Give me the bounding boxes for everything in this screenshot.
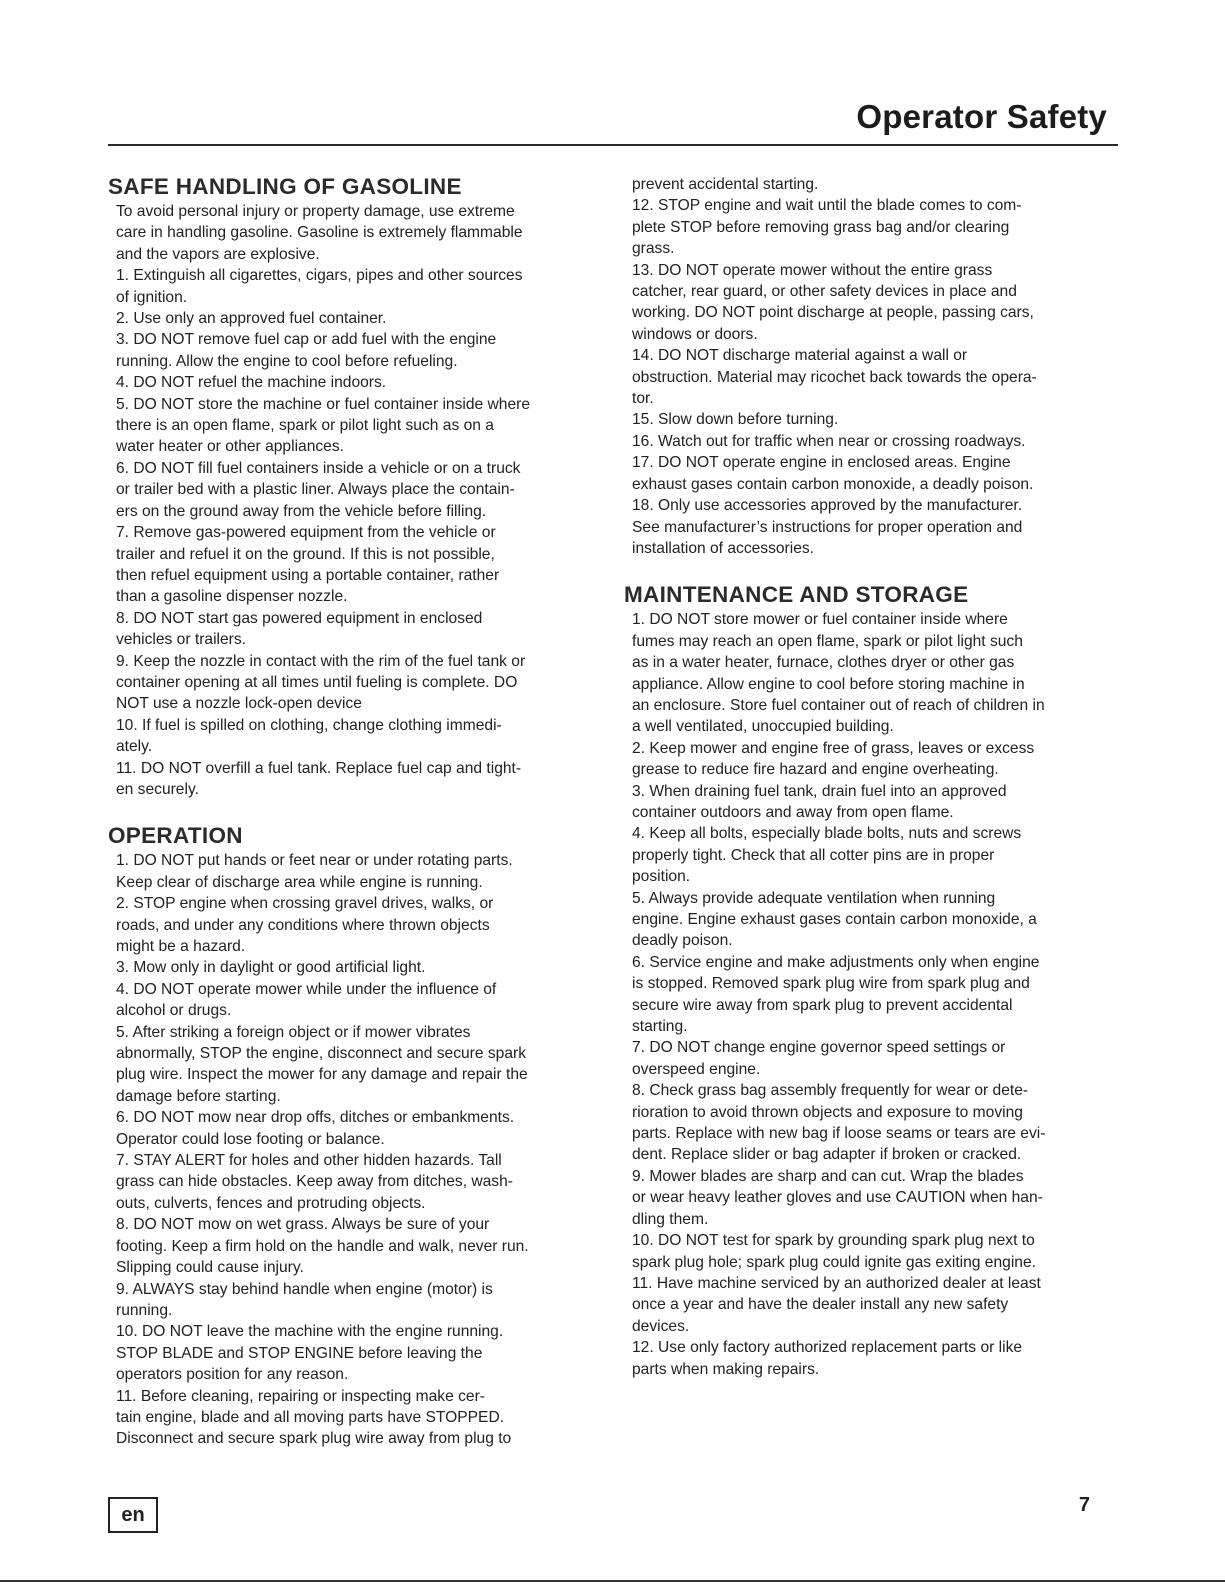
text-line: running. bbox=[116, 1301, 173, 1319]
text-line: 1. Extinguish all cigarettes, cigars, pipes and other sources bbox=[116, 267, 523, 285]
text-line: windows or doors. bbox=[632, 325, 758, 343]
text-line: once a year and have the dealer install any new safety bbox=[632, 1296, 1009, 1314]
text-line: 14. DO NOT discharge material against a wall or bbox=[632, 347, 968, 365]
text-line: 17. DO NOT operate engine in enclosed areas. Engine bbox=[632, 454, 1011, 472]
text-line: prevent accidental starting. bbox=[632, 176, 819, 193]
text-line: starting. bbox=[632, 1018, 688, 1036]
right-column bbox=[624, 173, 1114, 1380]
text-line: 13. DO NOT operate mower without the entire grass bbox=[632, 261, 993, 279]
text-line: operators position for any reason. bbox=[116, 1366, 349, 1384]
text-line: 2. Use only an approved fuel container. bbox=[116, 310, 387, 328]
text-line: running. Allow the engine to cool before refueling. bbox=[116, 352, 458, 370]
text-line: and the vapors are explosive. bbox=[116, 245, 320, 263]
text-line: than a gasoline dispenser nozzle. bbox=[116, 588, 348, 606]
text-line: properly tight. Check that all cotter pins are in proper bbox=[632, 846, 995, 864]
text-line: 12. STOP engine and wait until the blade comes to com- bbox=[632, 197, 1022, 215]
text-line: 7. DO NOT change engine governor speed settings or bbox=[632, 1039, 1006, 1057]
text-line: To avoid personal injury or property damage, use extreme bbox=[116, 203, 515, 220]
text-line: secure wire away from spark plug to prevent accidental bbox=[632, 996, 1013, 1014]
text-line: parts when making repairs. bbox=[632, 1360, 820, 1378]
text-line: 8. DO NOT start gas powered equipment in enclosed bbox=[116, 609, 483, 627]
text-line: 5. Always provide adequate ventilation when running bbox=[632, 889, 996, 907]
text-line: 2. Keep mower and engine free of grass, leaves or excess bbox=[632, 739, 1035, 757]
text-line: 10. DO NOT leave the machine with the engine running. bbox=[116, 1323, 504, 1341]
text-line: obstruction. Material may ricochet back towards the opera- bbox=[632, 368, 1037, 386]
text-line: 5. After striking a foreign object or if mower vibrates bbox=[116, 1023, 471, 1041]
text-line: 6. DO NOT fill fuel containers inside a vehicle or on a truck bbox=[116, 459, 521, 477]
text-line: See manufacturer’s instructions for proper operation and bbox=[632, 518, 1023, 536]
text-line: deadly poison. bbox=[632, 932, 733, 950]
text-line: or trailer bed with a plastic liner. Always place the contain- bbox=[116, 481, 515, 499]
text-line: 1. DO NOT put hands or feet near or under rotating parts. bbox=[116, 852, 513, 870]
text-line: grease to reduce fire hazard and engine overheating. bbox=[632, 761, 999, 779]
text-line: Keep clear of discharge area while engine is running. bbox=[116, 873, 483, 891]
text-line: vehicles or trailers. bbox=[116, 631, 246, 649]
text-line: plug wire. Inspect the mower for any damage and repair the bbox=[116, 1066, 528, 1084]
text-line: 11. DO NOT overfill a fuel tank. Replace fuel cap and tight- bbox=[116, 759, 522, 777]
section-heading-gasoline: SAFE HANDLING OF GASOLINE bbox=[108, 174, 462, 199]
text-line: installation of accessories. bbox=[632, 539, 815, 557]
text-line: Slipping could cause injury. bbox=[116, 1259, 304, 1277]
text-line: 9. Mower blades are sharp and can cut. Wrap the blades bbox=[632, 1167, 1024, 1185]
text-line: is stopped. Removed spark plug wire from spark plug and bbox=[632, 975, 1030, 993]
text-line: alcohol or drugs. bbox=[116, 1002, 232, 1020]
text-line: Operator could lose footing or balance. bbox=[116, 1130, 385, 1148]
text-line: appliance. Allow engine to cool before storing machine in bbox=[632, 675, 1025, 693]
text-line: container opening at all times until fueling is complete. DO bbox=[116, 673, 518, 691]
page-number: 7 bbox=[1078, 1494, 1090, 1516]
text-line: Disconnect and secure spark plug wire away from plug to bbox=[116, 1430, 512, 1448]
text-line: plete STOP before removing grass bag and/or clearing bbox=[632, 218, 1010, 236]
text-line: 4. DO NOT operate mower while under the influence of bbox=[116, 980, 497, 998]
section-heading-operation: OPERATION bbox=[108, 823, 243, 849]
gasoline-text bbox=[108, 201, 598, 800]
text-line: 12. Use only factory authorized replacement parts or like bbox=[632, 1339, 1023, 1357]
text-line: water heater or other appliances. bbox=[116, 438, 344, 456]
language-badge: en bbox=[108, 1497, 158, 1533]
text-line: NOT use a nozzle lock-open device bbox=[116, 695, 362, 713]
text-line: 6. Service engine and make adjustments only when engine bbox=[632, 953, 1040, 971]
maintenance-text bbox=[624, 609, 1114, 1380]
text-line: footing. Keep a firm hold on the handle and walk, never run. bbox=[116, 1237, 529, 1255]
text-line: rioration to avoid thrown objects and exposure to moving bbox=[632, 1103, 1023, 1121]
text-line: 18. Only use accessories approved by the manufacturer. bbox=[632, 497, 1023, 515]
text-line: 11. Before cleaning, repairing or inspecting make cer- bbox=[116, 1387, 485, 1405]
text-line: position. bbox=[632, 868, 691, 886]
text-line: damage before starting. bbox=[116, 1087, 281, 1105]
text-line: working. DO NOT point discharge at people, passing cars, bbox=[632, 304, 1034, 322]
text-line: 5. DO NOT store the machine or fuel container inside where bbox=[116, 395, 531, 413]
text-line: trailer and refuel it on the ground. If this is not possible, bbox=[116, 545, 495, 563]
text-line: a well ventilated, unoccupied building. bbox=[632, 718, 894, 736]
text-line: then refuel equipment using a portable container, rather bbox=[116, 566, 500, 584]
text-line: en securely. bbox=[116, 780, 199, 798]
text-line: tain engine, blade and all moving parts have STOPPED. bbox=[116, 1408, 505, 1426]
header-divider bbox=[108, 144, 1118, 146]
text-line: grass can hide obstacles. Keep away from ditches, wash- bbox=[116, 1173, 513, 1191]
text-line: 3. When draining fuel tank, drain fuel into an approved bbox=[632, 782, 1007, 800]
text-line: STOP BLADE and STOP ENGINE before leaving the bbox=[116, 1344, 483, 1362]
text-line: 7. Remove gas-powered equipment from the vehicle or bbox=[116, 524, 496, 542]
text-line: catcher, rear guard, or other safety devices in place and bbox=[632, 283, 1017, 301]
text-line: 4. DO NOT refuel the machine indoors. bbox=[116, 374, 387, 392]
text-line: of ignition. bbox=[116, 288, 188, 306]
text-line: 11. Have machine serviced by an authorized dealer at least bbox=[632, 1274, 1041, 1292]
text-line: ers on the ground away from the vehicle before filling. bbox=[116, 502, 487, 520]
text-line: 7. STAY ALERT for holes and other hidden hazards. Tall bbox=[116, 1152, 502, 1170]
text-line: fumes may reach an open flame, spark or pilot light such bbox=[632, 632, 1023, 650]
text-line: roads, and under any conditions where thrown objects bbox=[116, 916, 490, 934]
text-line: 3. Mow only in daylight or good artificial light. bbox=[116, 959, 426, 977]
text-line: dent. Replace slider or bag adapter if broken or cracked. bbox=[632, 1146, 1022, 1164]
left-column bbox=[108, 173, 598, 1450]
text-line: ately. bbox=[116, 738, 153, 756]
text-line: 2. STOP engine when crossing gravel drives, walks, or bbox=[116, 895, 494, 913]
operation-text bbox=[108, 850, 598, 1449]
text-line: 3. DO NOT remove fuel cap or add fuel with the engine bbox=[116, 331, 497, 349]
text-line: tor. bbox=[632, 390, 654, 408]
text-line: grass. bbox=[632, 240, 675, 258]
text-line: 15. Slow down before turning. bbox=[632, 411, 839, 429]
page-title: Operator Safety bbox=[856, 98, 1107, 135]
text-line: engine. Engine exhaust gases contain carbon monoxide, a bbox=[632, 911, 1037, 928]
text-line: or wear heavy leather gloves and use CAUTION when han- bbox=[632, 1189, 1043, 1207]
text-line: care in handling gasoline. Gasoline is extremely flammable bbox=[116, 224, 523, 242]
text-line: 10. If fuel is spilled on clothing, change clothing immedi- bbox=[116, 716, 502, 734]
section-heading-maintenance: MAINTENANCE AND STORAGE bbox=[624, 582, 969, 608]
operation-continued-text bbox=[624, 173, 1114, 559]
text-line: container outdoors and away from open flame. bbox=[632, 803, 954, 821]
bottom-divider bbox=[0, 1580, 1225, 1582]
text-line: devices. bbox=[632, 1317, 690, 1335]
text-line: spark plug hole; spark plug could ignite gas exiting engine. bbox=[632, 1253, 1036, 1271]
text-line: 1. DO NOT store mower or fuel container inside where bbox=[632, 611, 1008, 629]
text-line: exhaust gases contain carbon monoxide, a deadly poison. bbox=[632, 475, 1034, 493]
text-line: 4. Keep all bolts, especially blade bolts, nuts and screws bbox=[632, 825, 1022, 843]
text-line: an enclosure. Store fuel container out of reach of children in bbox=[632, 696, 1045, 714]
text-line: might be a hazard. bbox=[116, 938, 246, 955]
text-line: 9. ALWAYS stay behind handle when engine (motor) is bbox=[116, 1280, 493, 1298]
text-line: dling them. bbox=[632, 1210, 709, 1228]
text-line: as in a water heater, furnace, clothes dryer or other gas bbox=[632, 654, 1015, 672]
text-line: there is an open flame, spark or pilot light such as on a bbox=[116, 417, 494, 435]
text-line: outs, culverts, fences and protruding objects. bbox=[116, 1194, 426, 1212]
text-line: overspeed engine. bbox=[632, 1060, 761, 1078]
text-line: 9. Keep the nozzle in contact with the rim of the fuel tank or bbox=[116, 652, 526, 670]
text-line: 6. DO NOT mow near drop offs, ditches or embankments. bbox=[116, 1109, 515, 1127]
text-line: 10. DO NOT test for spark by grounding spark plug next to bbox=[632, 1232, 1035, 1250]
text-line: abnormally, STOP the engine, disconnect and secure spark bbox=[116, 1045, 527, 1063]
text-line: 8. DO NOT mow on wet grass. Always be sure of your bbox=[116, 1216, 490, 1234]
text-line: 16. Watch out for traffic when near or crossing roadways. bbox=[632, 432, 1026, 450]
text-line: parts. Replace with new bag if loose seams or tears are evi- bbox=[632, 1125, 1046, 1143]
text-line: 8. Check grass bag assembly frequently for wear or dete- bbox=[632, 1082, 1029, 1100]
